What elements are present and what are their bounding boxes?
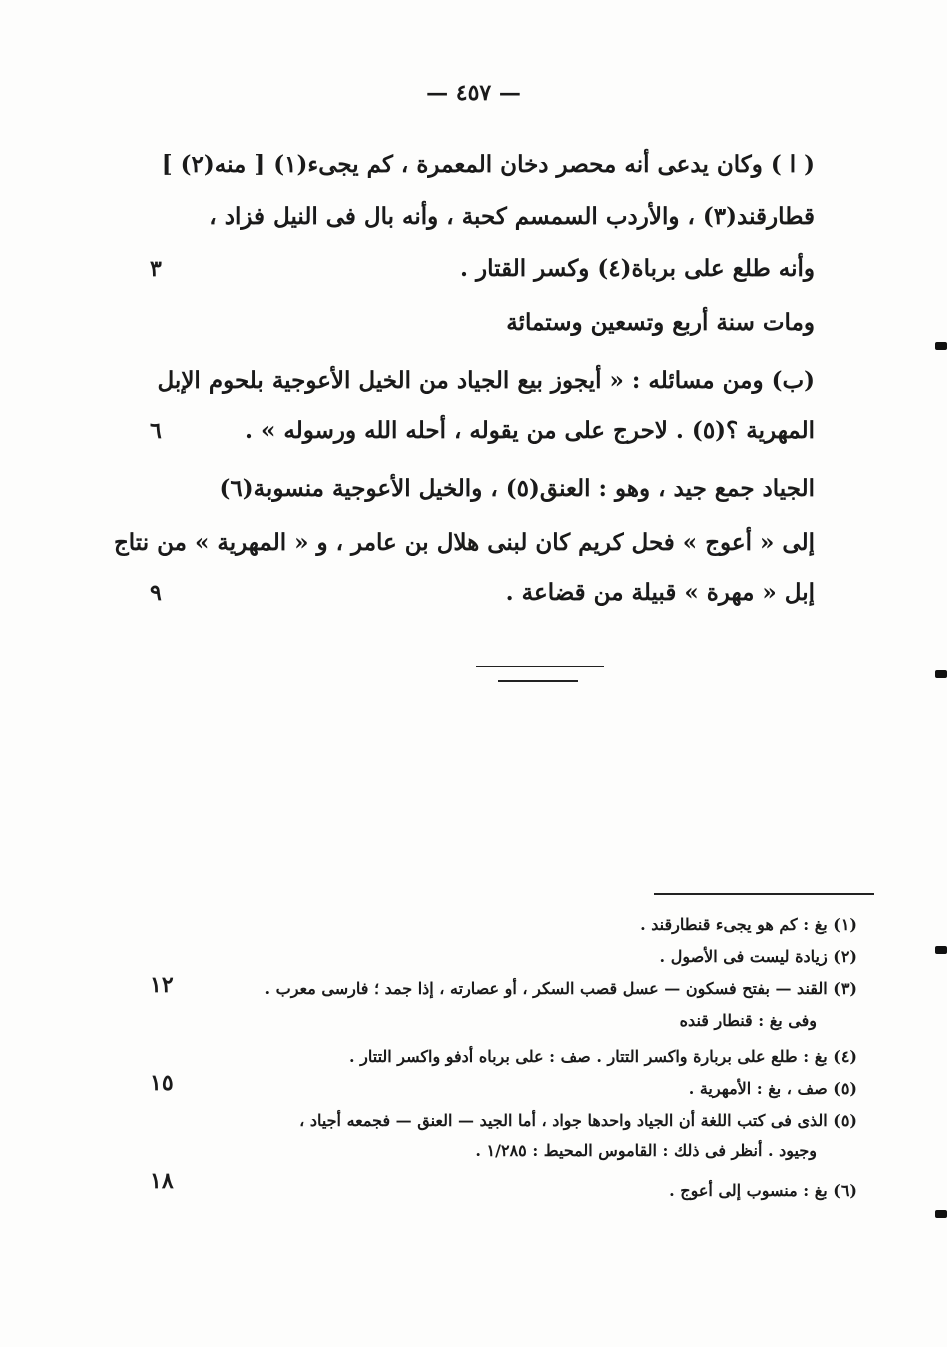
footnote: (١) بغ : كم هو يجىء قنطارقند .: [640, 915, 857, 934]
scan-edge-mark: [935, 342, 947, 350]
text-line: وأنه طلع على برباة(٤) وكسر القتار .: [460, 255, 815, 282]
footnote: (٢) زيادة ليست فى الأصول .: [659, 947, 857, 966]
footnote: (٥) صف ، بغ : الأمهرية .: [688, 1079, 857, 1098]
text-line: قطارقند(٣) ، والأردب السمسم كحبة ، وأنه بال فى النيل فزاد ،: [209, 203, 815, 230]
footnote-continuation: وجيود . أنظر فى ذلك : القاموس المحيط : ١/٢٨٥ .: [475, 1141, 817, 1160]
section-divider: [498, 680, 578, 682]
text-line: (ب) ومن مسائله : « أيجوز بيع الجياد من الخيل الأعوجية بلحوم الإبل: [157, 367, 815, 394]
footnote: (٣) القند — بفتح فسكون — عسل قصب السكر ، أو عصارته ، إذا جمد ؛ فارسى معرب .: [264, 979, 857, 998]
footnote: (٦) بغ : منسوب إلى أعوج .: [669, 1181, 857, 1200]
line-number: ١٥: [150, 1070, 174, 1096]
page-number: — ٤٥٧ —: [426, 80, 521, 106]
text-line: إلى « أعوج » فحل كريم كان لبنى هلال بن عامر ، و « المهرية » من نتاج: [113, 529, 815, 556]
line-number: ١٢: [150, 972, 174, 998]
text-line: ومات سنة أربع وتسعين وستمائة: [506, 309, 815, 336]
scan-edge-mark: [935, 1210, 947, 1218]
section-divider: [476, 666, 604, 667]
scan-edge-mark: [935, 670, 947, 678]
line-number: ٣: [150, 256, 162, 282]
line-number: ١٨: [150, 1168, 174, 1194]
line-number: ٦: [150, 418, 162, 444]
text-line: إبل « مهرة » قبيلة من قضاعة .: [505, 579, 815, 606]
scan-edge-mark: [935, 946, 947, 954]
text-line: ( ا ) وكان يدعى أنه محصر دخان المعمرة ، كم يجىء(١) [ منه(٢) ]: [161, 151, 815, 178]
footnote: (٥) الذى فى كتب اللغة أن الجياد واحدها جواد ، أما الجيد — العنق — فجمعه أجياد ،: [299, 1111, 857, 1130]
footnote-continuation: وفى بغ : قنطار قنده: [679, 1011, 817, 1030]
text-line: الجياد جمع جيد ، وهو : العنق(٥) ، والخيل الأعوجية منسوبة(٦): [219, 475, 815, 502]
footnote: (٤) بغ : طلع على بربارة واكسر التتار . صف : على برباه أدفو واكسر التتار .: [349, 1047, 857, 1066]
footnote-rule: [654, 893, 874, 895]
text-line: المهرية ؟(٥) . لاحرج على من يقوله ، أحله الله ورسوله » .: [244, 417, 815, 444]
line-number: ٩: [150, 580, 162, 606]
